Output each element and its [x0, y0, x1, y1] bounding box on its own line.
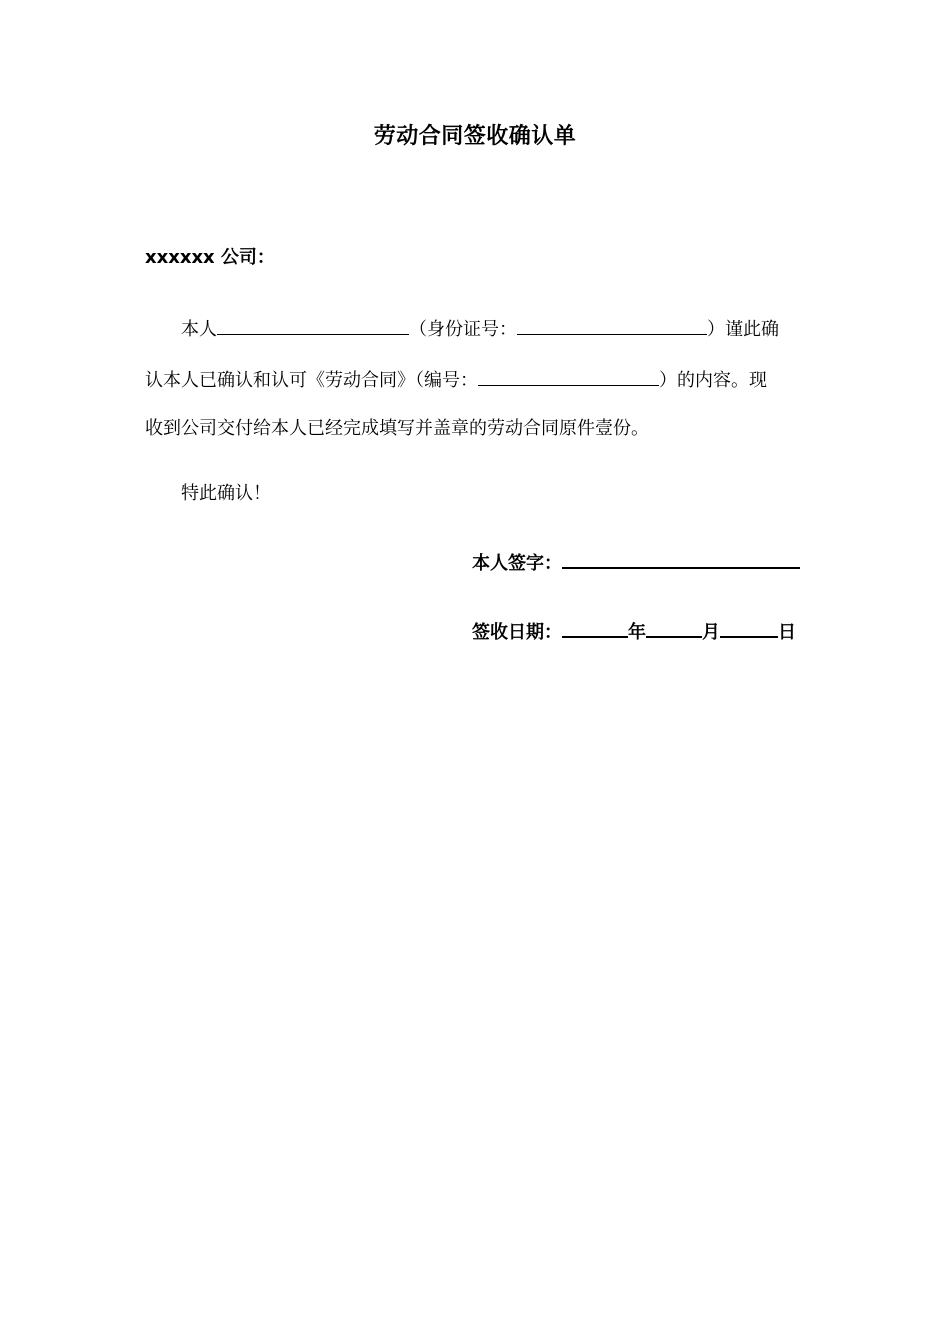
closing-line — [145, 481, 271, 507]
signature-row — [472, 547, 800, 577]
id-number-blank[interactable] — [517, 314, 707, 335]
day-label: 日 — [778, 622, 796, 643]
date-row — [472, 616, 796, 646]
body-text-self: 本人 — [181, 319, 217, 340]
document-title: 劳动合同签收确认单 — [373, 124, 577, 149]
body-text-id-label: （身份证号： — [409, 319, 517, 340]
body-line-1 — [145, 314, 779, 343]
body-line-2 — [145, 365, 767, 394]
day-blank[interactable] — [720, 616, 778, 638]
month-label: 月 — [702, 622, 720, 643]
month-blank[interactable] — [646, 616, 702, 638]
date-label: 签收日期： — [472, 622, 562, 643]
body-line-3: 收到公司交付给本人已经完成填写并盖章的劳动合同原件壹份。 — [145, 418, 649, 439]
salutation: xxxxxx 公司： — [145, 247, 275, 268]
body-text-confirm: ）谨此确 — [707, 319, 779, 340]
closing-text: 特此确认！ — [181, 483, 271, 504]
signature-blank[interactable] — [562, 547, 800, 569]
body-text-contract: 认本人已确认和认可《劳动合同》（编号： — [145, 370, 478, 391]
name-blank[interactable] — [217, 314, 409, 335]
body-text-content: ）的内容。现 — [659, 370, 767, 391]
signature-label: 本人签字： — [472, 553, 562, 574]
year-blank[interactable] — [562, 616, 628, 638]
year-label: 年 — [628, 622, 646, 643]
contract-number-blank[interactable] — [478, 365, 659, 386]
